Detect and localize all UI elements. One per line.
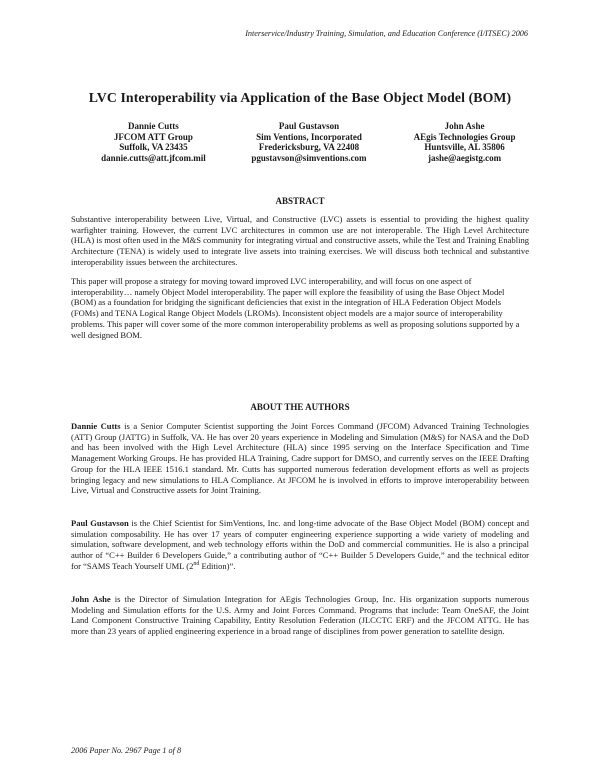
running-header: Interservice/Industry Training, Simulation, and Education Conference (I/ITSEC) 2006 — [245, 29, 528, 38]
author-2 — [229, 121, 389, 163]
abstract-heading: ABSTRACT — [275, 196, 325, 206]
bio-text: is the Director of Simulation Integration for AEgis Technologies Group, Inc. His organization supports numerous Modeling and Simulation efforts for the U.S. Army and Joint Forces Command. Programs that include: Team OneSAF, the Joint Land Component Constructive Training Capability, Entity Resolution Federation (JLCCTC ERF) and the JFCOM ATTG. He has more than 23 years of applied engineering experience in a broad range of disciplines from power generation to satellite design. — [71, 594, 530, 637]
bio-paragraph-2 — [71, 518, 529, 572]
paper-title: LVC Interoperability via Application of the Base Object Model (BOM) — [88, 90, 512, 105]
bio-paragraph-1 — [71, 421, 529, 496]
author-email: pgustavson@simventions.com — [251, 152, 367, 163]
author-name: Dannie Cutts — [128, 121, 179, 131]
bio-text: is a Senior Computer Scientist supporting the Joint Forces Command (JFCOM) Advanced Training Technologies (ATT) Group (JATTG) in Suffolk, VA. He has over 20 years experience in Modeling and Simulation (M&S) for NASA and the DoD and has been involved with the High Level Architecture (HLA) since 1995 serving on the Interface Specification and Time Management Working Groups. He has provided HLA Training, Cadre support for DMSO, and currently serves on the IEEE Drafting Group for the HLA IEEE 1516.1 standard. Mr. Cutts has supported numerous federation development efforts as well as projects bringing legacy and new simulations to HLA Compliance. At JFCOM he is involved in efforts to improve interoperability between Live, Virtual and Constructive assets for Joint Training. — [71, 421, 529, 496]
bio-text: is the Chief Scientist for SimVentions, Inc. and long-time advocate of the Base Object Model (BOM) concept and simulation composability. He has over 17 years of computer engineering experience supporting a wide variety of modeling and simulation, software development, and web technology efforts within the DoD and commercial communities. He is also a principal author of “C++ Builder 6 Developers Guide,” a contributing author of “C++ Builder 5 Developers Guide,” and the technical editor for “SAMS Teach Yourself UML (2 — [71, 518, 530, 571]
page-footer: 2006 Paper No. 2967 Page 1 of 8 — [71, 746, 182, 755]
about-authors-heading: ABOUT THE AUTHORS — [250, 402, 350, 412]
author-org: AEgis Technologies Group — [413, 131, 516, 142]
author-block — [60, 121, 540, 163]
abstract-paragraph-2: This paper will propose a strategy for moving toward improved LVC interoperability, and will focus on one aspect of interoperability… namely Object Model interoperability. The paper will explore the feasibility of using the Base Object Model (BOM) as a foundation for bridging the significant deficiencies that exist in the integration of HLA Federation Object Models (FOMs) and TENA Logical Range Object Models (LROMs). Inconsistent object models are a major source of interoperability problems. This paper will cover some of the more common interoperability problems as well as proposing solutions supported by a well designed BOM. — [71, 276, 520, 340]
bio-name: John Ashe — [71, 594, 111, 604]
author-name: Paul Gustavson — [278, 121, 340, 131]
author-email: jashe@aegistg.com — [428, 152, 502, 163]
author-org: JFCOM ATT Group — [113, 131, 193, 142]
author-city: Fredericksburg, VA 22408 — [258, 142, 360, 153]
bio-text-end: Edition)”. — [199, 560, 236, 571]
bio-name: Paul Gustavson — [71, 518, 129, 528]
author-email: dannie.cutts@att.jfcom.mil — [101, 152, 206, 163]
author-name: John Ashe — [444, 121, 485, 131]
abstract-paragraph-1: Substantive interoperability between Live, Virtual, and Constructive (LVC) assets is essential to providing the highest quality warfighter training. However, the current LVC architectures in common use are not interoperable. The High Level Architecture (HLA) is most often used in the M&S community for integrating virtual and constructive assets, while the Test and Training Enabling Architecture (TENA) is widely used to integrate live assets into training exercises. We will discuss both technical and substantive interoperability issues between the architectures. — [71, 214, 529, 267]
author-city: Suffolk, VA 23435 — [119, 142, 188, 153]
author-city: Huntsville, AL 35806 — [424, 142, 505, 153]
bio-superscript: nd — [193, 560, 200, 567]
author-3 — [389, 121, 540, 163]
bio-paragraph-3 — [71, 594, 529, 637]
author-1 — [78, 121, 229, 163]
bio-name: Dannie Cutts — [71, 421, 121, 431]
author-org: Sim Ventions, Incorporated — [256, 131, 362, 142]
